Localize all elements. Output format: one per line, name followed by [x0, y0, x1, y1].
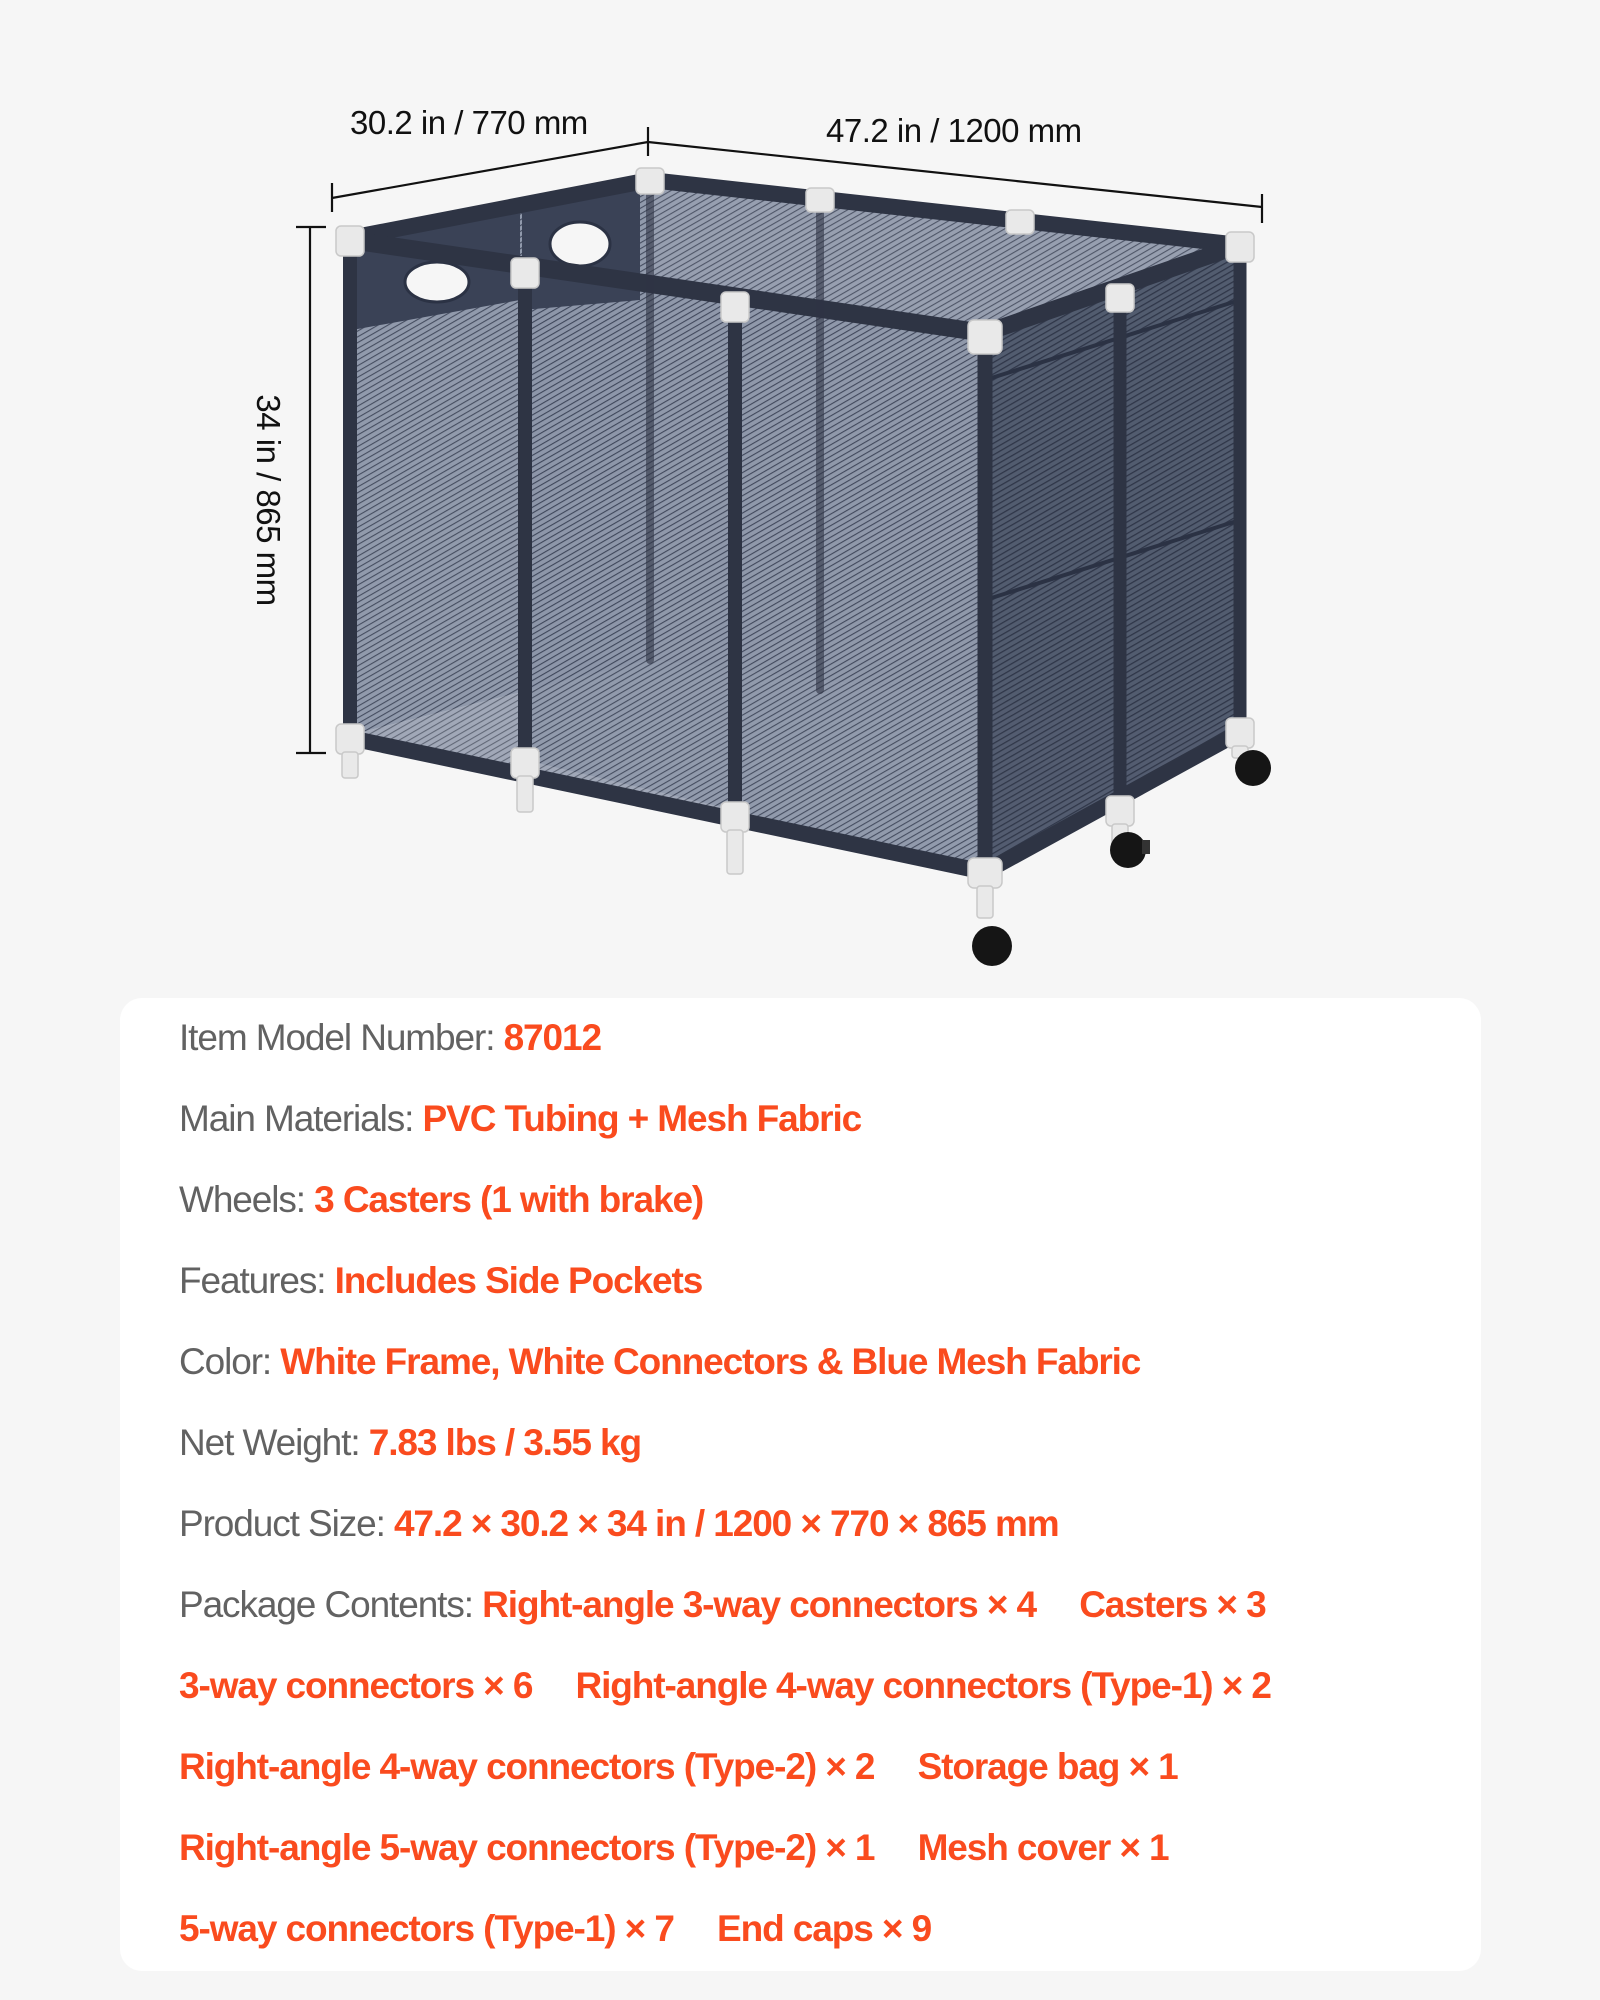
spec-label: Net Weight:	[179, 1422, 360, 1463]
package-item: Casters × 3	[1079, 1584, 1266, 1625]
spec-row-color	[179, 1334, 1481, 1415]
spec-card	[120, 998, 1481, 1971]
spec-row-package-contents	[179, 1577, 1481, 1658]
depth-dimension-label: 30.2 in / 770 mm	[350, 104, 588, 141]
package-item: 3-way connectors × 6	[179, 1665, 533, 1706]
spec-label: Main Materials:	[179, 1098, 414, 1139]
spec-value: PVC Tubing + Mesh Fabric	[422, 1098, 862, 1139]
package-item: Mesh cover × 1	[917, 1827, 1169, 1868]
spec-value: 47.2 × 30.2 × 34 in / 1200 × 770 × 865 mm	[393, 1503, 1059, 1544]
height-dimension-label: 34 in / 865 mm	[250, 394, 287, 606]
package-item: Right-angle 4-way connectors (Type-2) × 2	[179, 1746, 875, 1787]
spec-label: Item Model Number:	[179, 1017, 495, 1058]
spec-label: Color:	[179, 1341, 272, 1382]
package-contents-line	[179, 1739, 1481, 1820]
spec-value: 3 Casters (1 with brake)	[314, 1179, 704, 1220]
package-contents-line	[179, 1658, 1481, 1739]
spec-row-net-weight	[179, 1415, 1481, 1496]
package-item: Right-angle 5-way connectors (Type-2) × 1	[179, 1827, 875, 1868]
spec-label: Package Contents:	[179, 1584, 473, 1625]
spec-row-product-size	[179, 1496, 1481, 1577]
package-item: Right-angle 3-way connectors × 4	[482, 1584, 1036, 1625]
package-item: Right-angle 4-way connectors (Type-1) × 2	[575, 1665, 1271, 1706]
package-contents-line	[179, 1901, 1481, 1982]
spec-value: White Frame, White Connectors & Blue Mesh Fabric	[280, 1341, 1141, 1382]
spec-value: 7.83 lbs / 3.55 kg	[368, 1422, 641, 1463]
spec-value: 87012	[503, 1017, 601, 1058]
spec-row-model-number	[179, 1010, 1481, 1091]
package-item: Storage bag × 1	[917, 1746, 1178, 1787]
width-dimension-label: 47.2 in / 1200 mm	[826, 112, 1082, 149]
package-item: 5-way connectors (Type-1) × 7	[179, 1908, 674, 1949]
spec-row-wheels	[179, 1172, 1481, 1253]
spec-row-main-materials	[179, 1091, 1481, 1172]
package-item: End caps × 9	[717, 1908, 932, 1949]
spec-label: Wheels:	[179, 1179, 305, 1220]
spec-value: Includes Side Pockets	[334, 1260, 703, 1301]
spec-label: Features:	[179, 1260, 326, 1301]
package-contents-line	[179, 1820, 1481, 1901]
spec-row-features	[179, 1253, 1481, 1334]
spec-label: Product Size:	[179, 1503, 385, 1544]
